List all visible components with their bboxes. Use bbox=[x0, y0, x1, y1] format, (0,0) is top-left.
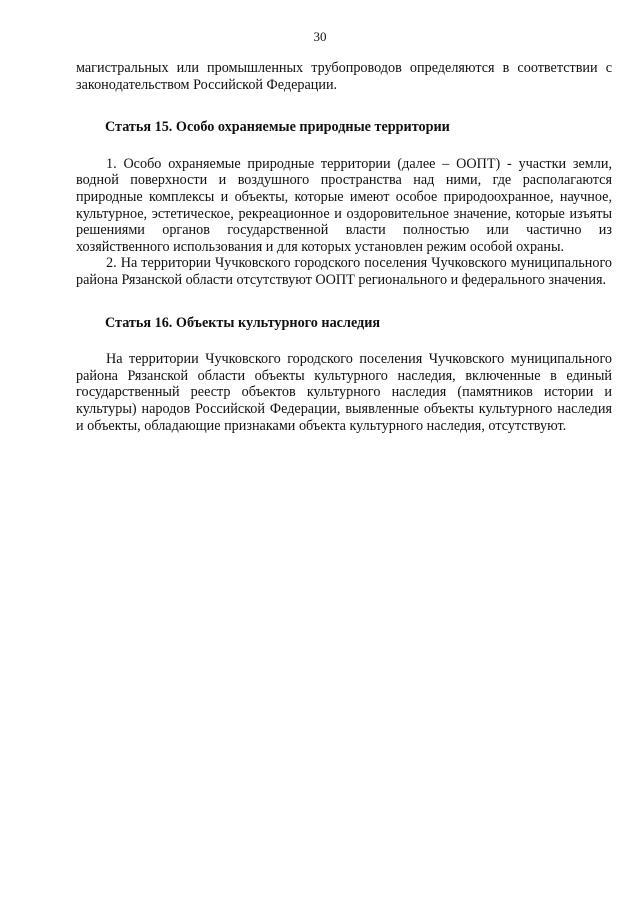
page-number: 30 bbox=[313, 29, 327, 44]
article-15-paragraph-2: 2. На территории Чучковского городского поселения Чучковского муниципального района Рязанской области отсутствуют ООПТ регионального и федерального значения. bbox=[76, 255, 612, 288]
article-15-paragraph-1: 1. Особо охраняемые природные территории (далее – ООПТ) - участки земли, водной поверхности и воздушного пространства над ними, где располагаются природные комплексы и объекты, которые имеют особое природоохранное, научное, культурное, эстетическое, рекреационное и оздоровительное значение, которые изъяты решениями органов государственной власти полностью или частично из хозяйственного использования и для которых установлен режим особой охраны. bbox=[76, 155, 612, 255]
article-16-section bbox=[76, 315, 612, 435]
page-content bbox=[76, 60, 612, 434]
article-15-heading: Статья 15. Особо охраняемые природные территории bbox=[105, 119, 450, 136]
article-15-section bbox=[76, 119, 612, 288]
article-16-paragraph-1: На территории Чучковского городского поселения Чучковского муниципального района Рязанской области объекты культурного наследия, включенные в единый государственный реестр объектов культурного наследия (памятников истории и культуры) народов Российской Федерации, выявленные объекты культурного наследия и объекты, обладающие признаками объекта культурного наследия, отсутствуют. bbox=[76, 351, 612, 434]
intro-paragraph: магистральных или промышленных трубопроводов определяются в соответствии с законодательством Российской Федерации. bbox=[76, 60, 612, 93]
article-16-heading: Статья 16. Объекты культурного наследия bbox=[105, 314, 381, 331]
